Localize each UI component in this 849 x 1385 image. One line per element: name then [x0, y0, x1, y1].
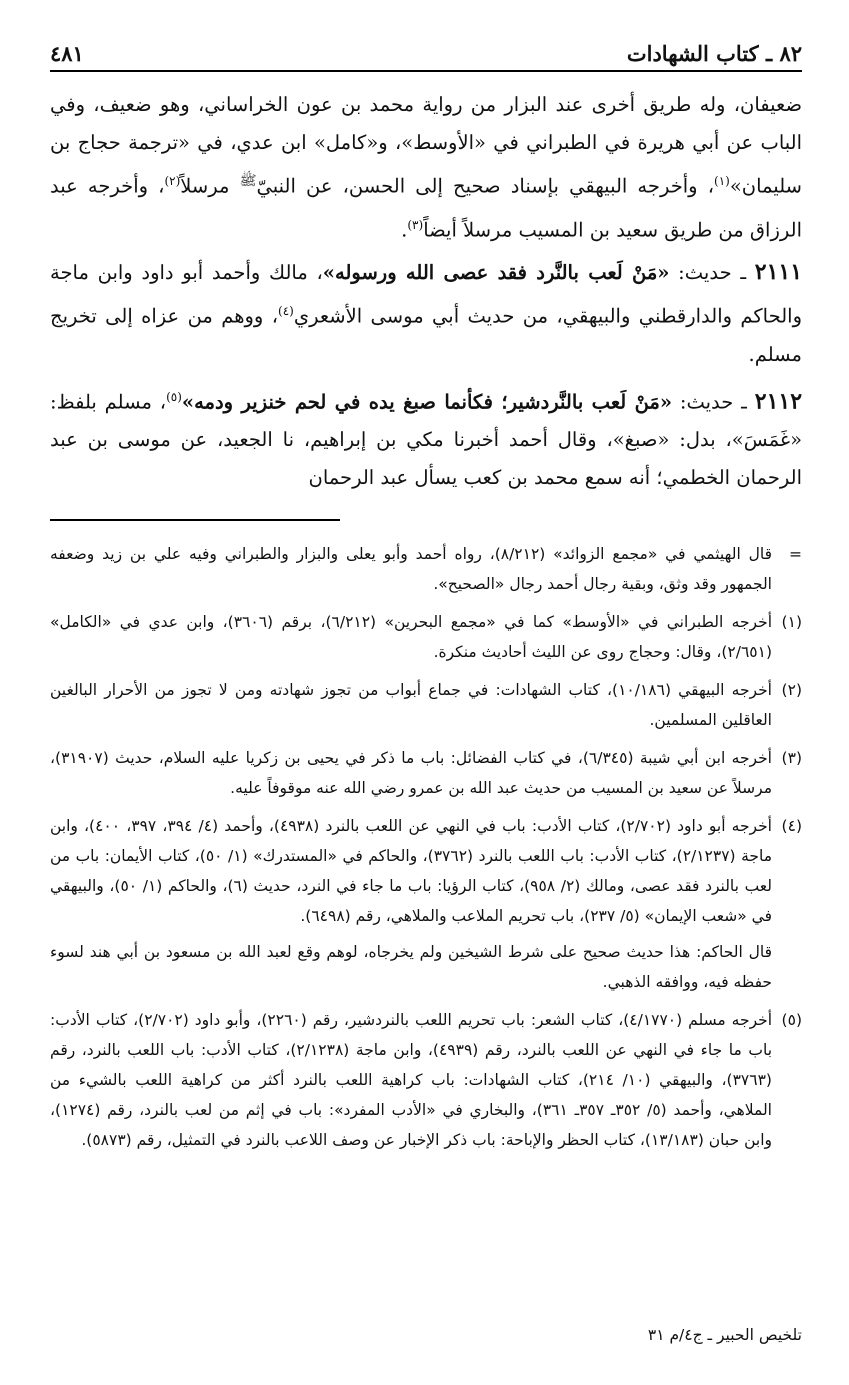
text-run: ضعيفان، وله طريق أخرى عند البزار من رواية محمد بن عون الخراساني، وهو ضعيف، وفي الباب عن أبي هريرة في الطبراني في «الأوسط»، و«كامل» ابن عدي، في «ترجمة حجاج بن سليمان» — [50, 93, 802, 198]
footnote-marker: = — [789, 545, 802, 563]
footnote-4 — [50, 811, 802, 931]
text-run: . — [401, 218, 408, 241]
footnote-ref-5[interactable]: (٥) — [166, 389, 182, 404]
running-footer: تلخيص الحبير ـ ج٤/م ٣١ — [647, 1326, 802, 1344]
main-text — [50, 86, 802, 497]
footnote-ref-2[interactable]: (٢) — [164, 174, 181, 188]
text-run: مرسلاً — [180, 174, 240, 198]
footnote-marker: (٥) — [781, 1011, 802, 1029]
footnote-ref-3[interactable]: (٣) — [407, 217, 424, 232]
footnote-text: أخرجه ابن أبي شيبة (٦/٣٤٥)، في كتاب الفضائل: باب ما ذكر في يحيى بن زكريا عليه السلام، حديث (٣١٩٠٧)، مرسلاً عن سعيد بن المسيب من حديث عبد الله بن عمرو رضي الله عنه موقوفاً عليه. — [50, 749, 772, 797]
footnote-marker: (٢) — [781, 681, 802, 699]
footnote-marker: (٣) — [781, 749, 802, 767]
footnote-text: أخرجه أبو داود (٢/٧٠٢)، كتاب الأدب: باب في النهي عن اللعب بالنرد (٤٩٣٨)، وأحمد (٤/ ٣٩٤، ٣٩٧، ٤٠٠)، وابن ماجة (٢/١٢٣٧)، كتاب الأدب: باب اللعب بالنرد (٣٧٦٢)، والحاكم في «المستدرك» (١/ ٥٠)، كتاب الأيمان: باب من لعب بالنرد فقد عصى، ومالك (٢/ ٩٥٨)، كتاب الرؤيا: باب ما جاء في النرد، حديث (٦)، والحاكم (١/ ٥٠)، والبيهقي في «شعب الإيمان» (٥/ ٢٣٧)، باب تحريم الملاعب والملاهي، رقم (٦٤٩٨). — [50, 817, 773, 925]
footnote-text: قال الهيثمي في «مجمع الزوائد» (٨/٢١٢)، رواه أحمد وأبو يعلى والبزار والطبراني وفيه علي بن زيد وضعفه الجمهور وقد وثق، وبقية رجال أحمد رجال «الصحيح». — [50, 545, 773, 593]
paragraph-intro — [50, 86, 802, 249]
footnote-3 — [50, 743, 802, 803]
footnote-5 — [50, 1005, 802, 1155]
page-number: ٤٨١ — [50, 41, 84, 66]
hadith-2111 — [50, 253, 802, 374]
footnote-1 — [50, 607, 802, 667]
footnote-text: قال الحاكم: هذا حديث صحيح على شرط الشيخين ولم يخرجاه، لوهم وقع لعبد الله بن مسعود بن أبي هند لسوء حفظه فيه، ووافقه الذهبي. — [50, 943, 772, 991]
footnote-text: أخرجه البيهقي (١٠/١٨٦)، كتاب الشهادات: في جماع أبواب من تجوز شهادته ومن لا تجوز من الأحرار البالغين العاقلين المسلمين. — [50, 681, 772, 729]
footnote-ref-4[interactable]: (٤) — [278, 304, 294, 318]
hadith-quote: «مَنْ لَعب بالنَّردشير؛ فكأنما صبغ يده في لحم خنزير ودمه» — [181, 390, 673, 413]
footnote-continuation — [50, 539, 802, 599]
text-run: ، مالك وأحمد أبو داود وابن ماجة والحاكم والدارقطني والبيهقي، من حديث أبي موسى الأشعري — [50, 261, 802, 328]
text-run: ، وأخرجه البيهقي بإسناد صحيح إلى الحسن، عن النبيّ — [256, 174, 715, 198]
book-page — [50, 30, 803, 1344]
footnote-marker: (١) — [781, 613, 802, 631]
hadith-number: ٢١١٢ — [754, 388, 803, 414]
salutation-glyph: ﷺ — [239, 173, 257, 189]
hadith-number: ٢١١١ — [754, 259, 803, 285]
hadith-quote: «مَنْ لَعب بالنَّرد فقد عصى الله ورسوله» — [322, 261, 670, 284]
running-header — [50, 30, 802, 72]
footnote-divider — [50, 519, 340, 521]
text-run: ـ حديث: — [672, 390, 755, 413]
text-run: ـ حديث: — [669, 261, 755, 284]
footnotes — [50, 539, 802, 1155]
text-run: ، وأخرجه عبد الرزاق من طريق سعيد بن المسيب مرسلاً أيضاً — [50, 174, 802, 241]
footnote-ref-1[interactable]: (١) — [714, 174, 730, 188]
footnote-4-comment — [50, 937, 802, 997]
footnote-2 — [50, 675, 802, 735]
footnote-marker: (٤) — [781, 817, 802, 835]
hadith-2112 — [50, 378, 802, 498]
footnote-text: أخرجه مسلم (٤/١٧٧٠)، كتاب الشعر: باب تحريم اللعب بالنردشير، رقم (٢٢٦٠)، وأبو داود (٢/٧٠٢)، كتاب الأدب: باب ما جاء في النهي عن اللعب بالنرد، رقم (٤٩٣٩)، وابن ماجة (٢/١٢٣٨)، كتاب الأدب: باب اللعب بالنرد، رقم (٣٧٦٣)، والبيهقي (١٠/ ٢١٤)، كتاب الشهادات: باب كراهية اللعب بالنرد أكثر من كراهية اللعب بالشيء من الملاهي، وأحمد (٥/ ٣٥٢ـ ٣٥٧ـ ٣٦١)، والبخاري في «الأدب المفرد»: باب في إثم من لعب بالنرد، رقم (١٢٧٤)، وابن حبان (١٣/١٨٣)، كتاب الحظر والإباحة: باب ذكر الإخبار عن وصف اللاعب بالنرد في التمثيل، رقم (٥٨٧٣). — [50, 1011, 773, 1149]
text-run: ، ووهم من عزاه إلى تخريج مسلم. — [50, 304, 802, 366]
text-run: ، مسلم بلفظ: «غَمَسَ»، بدل: «صبغ»، وقال أحمد أخبرنا مكي بن إبراهيم، نا الجعيد، عن موسى بن عبد الرحمان الخطمي؛ أنه سمع محمد بن كعب يسأل عبد الرحمان — [50, 390, 802, 489]
footnote-text: أخرجه الطبراني في «الأوسط» كما في «مجمع البحرين» (٦/٢١٢)، برقم (٣٦٠٦)، وابن عدي في «الكامل» (٢/٦٥١)، وقال: وحجاج روى عن الليث أحاديث منكرة. — [50, 613, 773, 661]
chapter-title: ٨٢ ـ كتاب الشهادات — [626, 41, 802, 66]
